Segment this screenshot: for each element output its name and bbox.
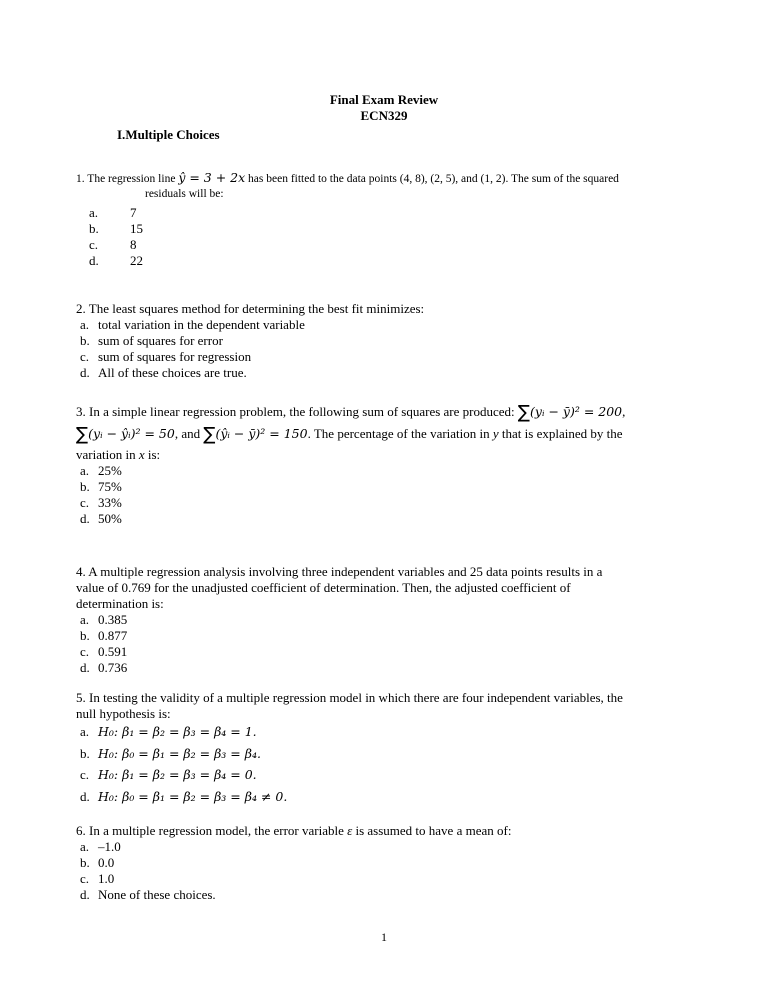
option-letter: b.: [80, 479, 90, 494]
option-text: 7: [130, 205, 137, 220]
question-6-text-post: is assumed to have a mean of:: [355, 823, 512, 838]
question-4-line-3: determination is:: [76, 596, 164, 611]
option-text: None of these choices.: [98, 887, 216, 902]
option-text: 0.0: [98, 855, 115, 870]
question-3-line-1: 3. In a simple linear regression problem, the following sum of squares are produced: ∑(yᵢ − ȳ)² = 200,: [76, 402, 626, 423]
question-3-text-pre: 3. In a simple linear regression problem, the following sum of squares are produced:: [76, 404, 515, 419]
option-text: 22: [130, 253, 143, 268]
question-3-text-post: . The percentage of the variation in: [307, 426, 490, 441]
question-3-formula-3: (ŷᵢ − ȳ)² = 150: [215, 426, 308, 441]
option-letter: a.: [80, 839, 90, 854]
option-text: 0.736: [98, 660, 128, 675]
question-3-formula-2: (yᵢ − ŷᵢ)² = 50: [88, 426, 175, 441]
question-3-line-3: [76, 447, 160, 463]
option-text: H₀: β₀ = β₁ = β₂ = β₃ = β₄ ≠ 0.: [98, 789, 288, 804]
option-letter: c.: [80, 871, 90, 886]
option-text: 1.0: [98, 871, 115, 886]
sigma-symbol: ∑: [517, 402, 531, 423]
question-3-y-var: y: [492, 426, 499, 441]
section-number: I.: [117, 127, 126, 142]
option-text: –1.0: [98, 839, 121, 854]
option-text: 0.385: [98, 612, 128, 627]
question-1-formula: ŷ = 3 + 2x: [178, 170, 246, 185]
option-letter: d.: [80, 887, 90, 902]
question-3-formula-1: (yᵢ − ȳ)² = 200: [530, 404, 623, 419]
option-letter: c.: [80, 495, 90, 510]
option-text: H₀: β₁ = β₂ = β₃ = β₄ = 0.: [98, 767, 257, 782]
question-3-line-3-post: is:: [147, 447, 161, 462]
option-letter: a.: [80, 724, 90, 739]
page-title: Final Exam Review: [329, 92, 439, 107]
question-6-text-pre: 6. In a multiple regression model, the error variable: [76, 823, 344, 838]
option-text: 33%: [98, 495, 122, 510]
option-letter: c.: [80, 767, 90, 782]
option-letter: b.: [80, 628, 90, 643]
question-4-line-2: value of 0.769 for the unadjusted coefficient of determination. Then, the adjusted coefficient of: [76, 580, 571, 595]
option-text: 25%: [98, 463, 122, 478]
option-letter: a.: [80, 463, 90, 478]
course-code: ECN329: [360, 108, 408, 123]
question-3-line-3-pre: variation in: [76, 447, 136, 462]
sigma-symbol: ∑: [76, 424, 89, 445]
question-1-text-cont: residuals will be:: [145, 188, 224, 200]
option-letter: a.: [89, 205, 99, 220]
page-number: 1: [381, 930, 387, 944]
section-title: Multiple Choices: [125, 127, 220, 142]
question-3-text-mid: that is explained by the: [501, 426, 623, 441]
option-letter: b.: [80, 746, 90, 761]
option-text: 50%: [98, 511, 122, 526]
option-letter: d.: [80, 660, 90, 675]
question-6: [76, 823, 511, 839]
option-text: total variation in the dependent variable: [98, 317, 305, 332]
option-letter: c.: [80, 349, 90, 364]
option-text: 0.591: [98, 644, 128, 659]
option-letter: d.: [80, 365, 90, 380]
question-4-line-1: 4. A multiple regression analysis involving three independent variables and 25 data points results in a: [76, 564, 603, 579]
option-letter: a.: [80, 317, 90, 332]
question-1-text-post: has been fitted to the data points (4, 8), (2, 5), and (1, 2). The sum of the squared: [248, 173, 619, 185]
section-heading: [117, 127, 220, 143]
option-letter: a.: [80, 612, 90, 627]
sigma-symbol: ∑: [203, 424, 216, 445]
question-3-and: , and: [174, 426, 201, 441]
option-text: H₀: β₀ = β₁ = β₂ = β₃ = β₄.: [98, 746, 261, 761]
option-letter: b.: [89, 221, 99, 236]
option-letter: d.: [80, 789, 90, 804]
option-letter: d.: [80, 511, 90, 526]
question-6-epsilon: ε: [347, 823, 353, 838]
option-letter: c.: [80, 644, 90, 659]
option-text: sum of squares for regression: [98, 349, 252, 364]
option-text: 8: [130, 237, 137, 252]
question-5-line-2: null hypothesis is:: [76, 706, 171, 721]
question-3-line-2: [76, 424, 623, 445]
option-text: 75%: [98, 479, 122, 494]
question-1-text-pre: 1. The regression line: [76, 173, 176, 185]
option-letter: d.: [89, 253, 99, 268]
option-text: 0.877: [98, 628, 128, 643]
option-letter: b.: [80, 333, 90, 348]
option-letter: c.: [89, 237, 99, 252]
option-text: H₀: β₁ = β₂ = β₃ = β₄ = 1.: [98, 724, 257, 739]
question-5-line-1: 5. In testing the validity of a multiple regression model in which there are four independent variables, the: [76, 690, 623, 705]
question-3-x-var: x: [138, 447, 145, 462]
option-text: 15: [130, 221, 143, 236]
option-text: sum of squares for error: [98, 333, 223, 348]
option-letter: b.: [80, 855, 90, 870]
option-text: All of these choices are true.: [98, 365, 247, 380]
question-1: [76, 170, 619, 185]
question-2-text: 2. The least squares method for determining the best fit minimizes:: [76, 301, 425, 316]
